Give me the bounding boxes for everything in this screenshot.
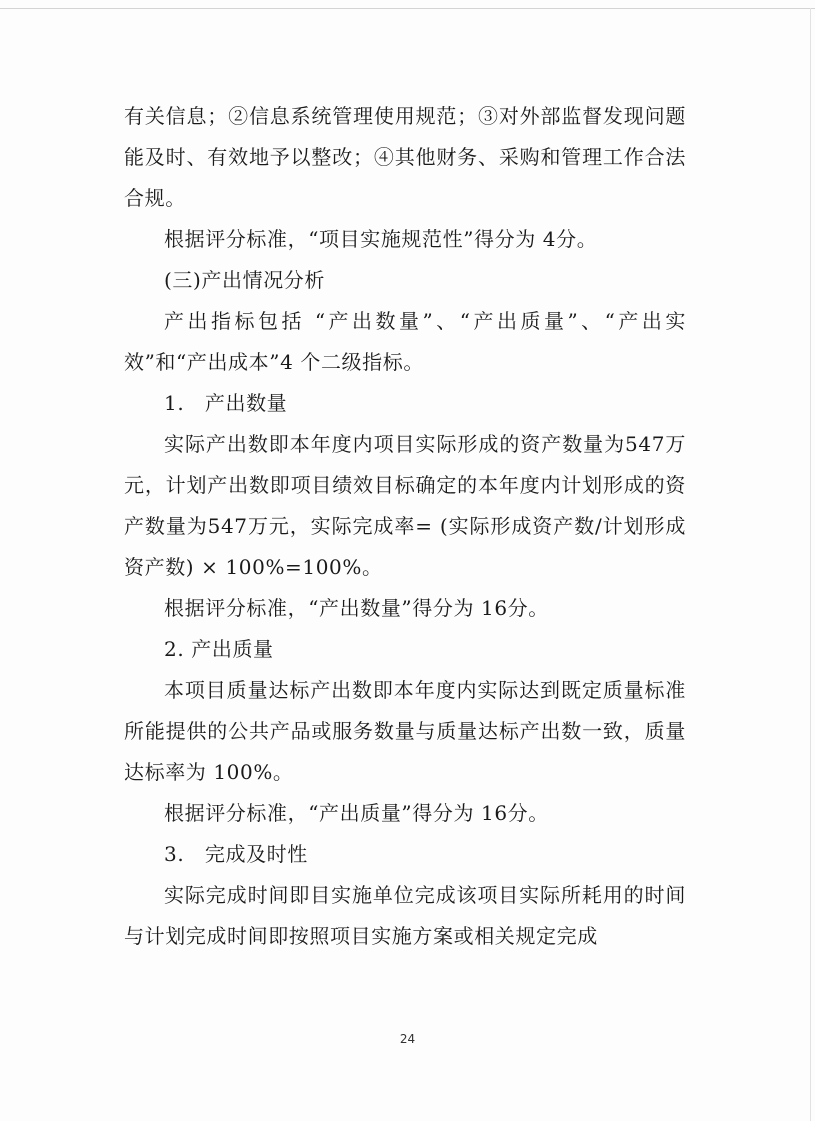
subheading-output-quantity: 1. 产出数量	[164, 391, 288, 415]
paragraph-12: 实际完成时间即目实施单位完成该项目实际所耗用的时间与计划完成时间即按照项目实施方案或相关规定完成	[124, 883, 686, 948]
paragraph-1: 有关信息；②信息系统管理使用规范；③对外部监督发现问题能及时、有效地予以整改；④其他财务、采购和管理工作合法合规。	[124, 104, 686, 210]
paragraph-10: 根据评分标准，“产出质量”得分为 16分。	[164, 801, 549, 825]
paragraph-4: 产出指标包括 “产出数量”、“产出质量”、“产出实效”和“产出成本”4 个二级指标。	[124, 309, 686, 374]
paragraph-6: 实际产出数即本年度内项目实际形成的资产数量为547万元，计划产出数即项目绩效目标确定的本年度内计划形成的资产数量为547万元，实际完成率= (实际形成资产数/计划形成资产数) × 100%=100%。	[124, 432, 686, 579]
paragraph-2: 根据评分标准，“项目实施规范性”得分为 4分。	[164, 227, 598, 251]
page-number: 24	[399, 1032, 416, 1046]
scan-right-edge	[810, 8, 811, 1121]
body-text	[124, 96, 686, 957]
paragraph-7: 根据评分标准，“产出数量”得分为 16分。	[164, 596, 549, 620]
section-heading-output-analysis: (三)产出情况分析	[164, 268, 326, 292]
subheading-timeliness: 3. 完成及时性	[164, 842, 308, 866]
subheading-output-quality: 2. 产出质量	[164, 637, 274, 661]
paragraph-9: 本项目质量达标产出数即本年度内实际达到既定质量标准所能提供的公共产品或服务数量与质量达标产出数一致，质量达标率为 100%。	[124, 678, 686, 784]
scan-top-edge	[0, 8, 815, 9]
